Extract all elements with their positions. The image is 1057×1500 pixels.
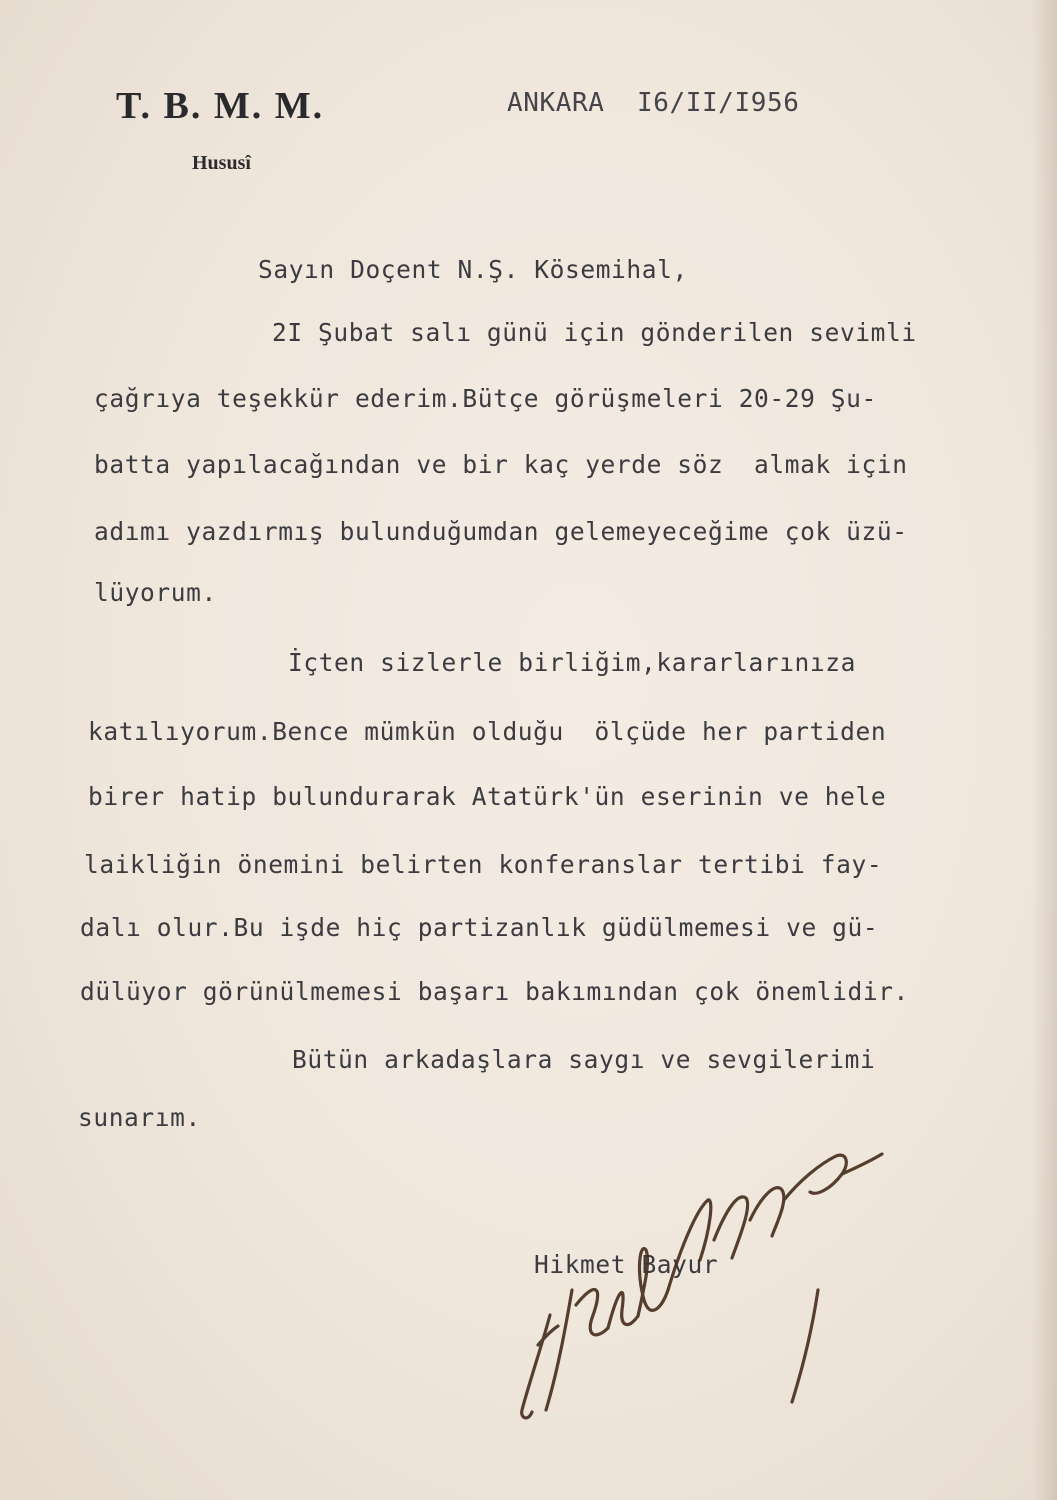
body-line: birer hatip bulundurarak Atatürk'ün eserinin ve hele — [88, 782, 887, 811]
body-line: katılıyorum.Bence mümkün olduğu ölçüde her partiden — [88, 717, 887, 746]
body-line: dülüyor görünülmemesi başarı bakımından çok önemlidir. — [80, 977, 909, 1006]
body-line: çağrıya teşekkür ederim.Bütçe görüşmeleri 20-29 Şu- — [94, 384, 877, 413]
body-line: 2I Şubat salı günü için gönderilen sevimli — [272, 318, 917, 347]
body-line: laikliğin önemini belirten konferanslar tertibi fay- — [84, 850, 883, 879]
page-edge-shadow — [1031, 0, 1057, 1500]
body-line: lüyorum. — [94, 578, 217, 607]
handwritten-signature — [500, 1140, 900, 1430]
body-line: dalı olur.Bu işde hiç partizanlık güdülmemesi ve gü- — [80, 913, 879, 942]
body-line: batta yapılacağından ve bir kaç yerde söz almak için — [94, 450, 908, 479]
salutation: Sayın Doçent N.Ş. Kösemihal, — [258, 255, 688, 284]
typed-signatory-name: Hikmet Bayur — [534, 1250, 719, 1279]
letterhead-classification: Hususî — [192, 152, 251, 174]
body-line: Bütün arkadaşlara saygı ve sevgilerimi — [292, 1045, 876, 1074]
body-line: İçten sizlerle birliğim,kararlarınıza — [288, 648, 856, 677]
body-line: sunarım. — [78, 1103, 201, 1132]
letterhead-organization: T. B. M. M. — [116, 85, 325, 127]
dateline: ANKARA I6/II/I956 — [507, 88, 800, 118]
body-line: adımı yazdırmış bulunduğumdan gelemeyeceğime çok üzü- — [94, 517, 908, 546]
